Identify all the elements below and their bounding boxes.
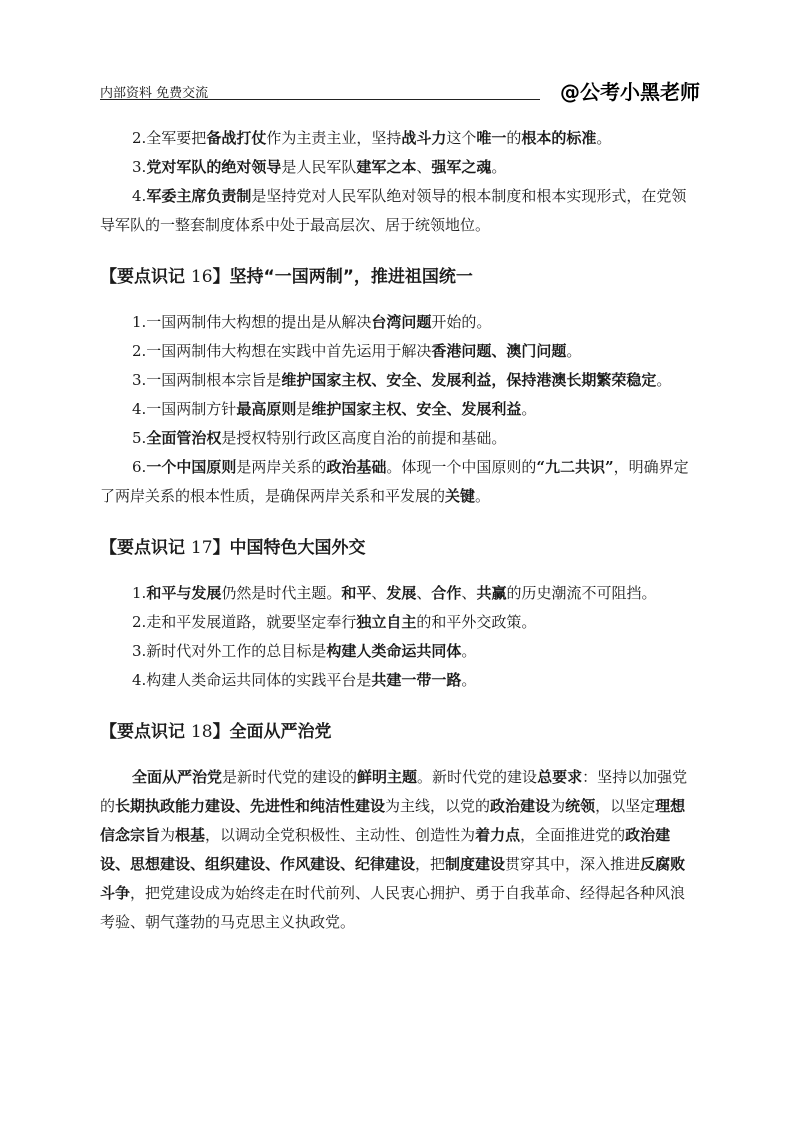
bold-text: 备战打仗	[206, 129, 267, 147]
text: 的	[506, 129, 522, 147]
bold-text: 强军之魂	[431, 158, 492, 176]
text: ，明确界定了两岸关系的根本性质，是确保两岸关系和平发展的	[100, 458, 689, 505]
text: 、	[461, 584, 477, 602]
bold-text: 合作	[431, 584, 462, 602]
text: ，全面推进党的	[520, 826, 626, 844]
bold-text: 党对军队的绝对领导	[146, 158, 282, 176]
text: ，以坚定	[595, 797, 656, 815]
text: 是授权特别行政区高度自治的前提和基础。	[221, 429, 507, 447]
heading-prefix: 【要点识记	[100, 538, 191, 558]
bold-text: 发展	[386, 584, 417, 602]
header-watermark-text: @公考小黑老师	[560, 80, 700, 104]
text: ，以调动全党积极性、主动性、创造性为	[205, 826, 476, 844]
text: 。	[491, 158, 507, 176]
text: ，把	[415, 855, 446, 873]
text: 。	[521, 400, 537, 418]
text: 为主线，以党的	[385, 797, 491, 815]
heading-number: 18	[190, 722, 213, 742]
text: ：坚持以加强党的	[100, 768, 688, 815]
text: 的和平外交政策。	[416, 613, 537, 631]
text: 这个	[446, 129, 477, 147]
text: 4.一国两制方针	[132, 400, 237, 418]
bold-text: 政治建设	[490, 797, 551, 815]
heading-number: 17	[190, 538, 213, 558]
bold-text: 全面从严治党	[132, 768, 223, 786]
text: 、	[416, 584, 432, 602]
text: 是新时代党的建设的	[222, 768, 358, 786]
text: ，把党建设成为始终走在时代前列、人民衷心拥护、勇于自我革命、经得起各种风浪考验、朝气蓬勃的马克思主义执政党。	[100, 884, 686, 931]
heading-number: 16	[190, 267, 213, 287]
bold-text: 共建一带一路	[371, 671, 462, 689]
paragraph	[100, 182, 700, 240]
bold-text: 共赢	[476, 584, 507, 602]
bold-text: 鲜明主题	[357, 768, 418, 786]
header-rule	[100, 99, 540, 100]
paragraph	[100, 666, 700, 695]
paragraph	[100, 637, 700, 666]
text: 4.构建人类命运共同体的实践平台是	[132, 671, 372, 689]
text: 、	[371, 584, 387, 602]
text: 2.一国两制伟大构想在实践中首先运用于解决	[132, 342, 432, 360]
bold-text: 和平	[341, 584, 372, 602]
paragraph	[100, 124, 700, 153]
text: 是坚持党对人民军队绝对领导的根本制度和根本实现形式，在党领导军队的一整套制度体系中处于最高层次、居于统领地位。	[100, 187, 687, 234]
bold-text: 战斗力	[401, 129, 447, 147]
bold-text: 根基	[175, 826, 206, 844]
text: 。	[475, 487, 491, 505]
paragraph	[100, 763, 700, 937]
bold-text: 根本的标准	[521, 129, 597, 147]
bold-text: 统领	[565, 797, 596, 815]
bold-text: 维护国家主权、安全、发展利益	[311, 400, 522, 418]
bold-text: 制度建设	[445, 855, 506, 873]
text: 开始的。	[431, 313, 492, 331]
text: 3.新时代对外工作的总目标是	[132, 642, 327, 660]
page-header	[100, 76, 700, 102]
bold-text: 台湾问题	[371, 313, 432, 331]
paragraph	[100, 424, 700, 453]
text: 的历史潮流不可阻挡。	[506, 584, 657, 602]
bold-text: 唯一	[476, 129, 507, 147]
bold-text: 构建人类命运共同体	[326, 642, 462, 660]
text: 2.走和平发展道路，就要坚定奉行	[132, 613, 357, 631]
paragraph	[100, 453, 700, 511]
text: 是人民军队	[281, 158, 357, 176]
bold-text: 总要求	[537, 768, 583, 786]
paragraph	[100, 608, 700, 637]
paragraph	[100, 395, 700, 424]
text: 。	[596, 129, 612, 147]
bold-text: 关键	[445, 487, 476, 505]
bold-text: 最高原则	[236, 400, 297, 418]
text: 为	[160, 826, 176, 844]
bold-text: 反腐败斗争	[100, 855, 686, 902]
bold-text: 香港问题、澳门问题	[431, 342, 567, 360]
text: 。新时代党的建设	[417, 768, 538, 786]
heading-prefix: 【要点识记	[100, 722, 191, 742]
bold-text: 独立自主	[356, 613, 417, 631]
bold-text: 政治基础	[326, 458, 387, 476]
bold-text: 政治建设、思想建设、组织建设、作风建设、纪律建设	[100, 826, 671, 873]
heading-title: 】坚持“一国两制”，推进祖国统一	[212, 267, 473, 287]
bold-text: 全面管治权	[146, 429, 222, 447]
heading-title: 】全面从严治党	[212, 722, 332, 742]
document-body	[100, 124, 700, 937]
bold-text: 军委主席负责制	[146, 187, 252, 205]
text: 、	[416, 158, 432, 176]
heading-title: 】中国特色大国外交	[212, 538, 366, 558]
paragraph	[100, 579, 700, 608]
paragraph	[100, 308, 700, 337]
text: 4.	[132, 187, 147, 205]
text: 。	[566, 342, 582, 360]
text: 。体现一个中国原则的	[386, 458, 537, 476]
text: 作为主责主业，坚持	[266, 129, 402, 147]
text: 2.全军要把	[132, 129, 207, 147]
text: 是两岸关系的	[236, 458, 327, 476]
text: 1.	[132, 584, 147, 602]
text: 贯穿其中，深入推进	[505, 855, 641, 873]
bold-text: “九二共识”	[536, 458, 614, 476]
text: 仍然是时代主题。	[221, 584, 342, 602]
paragraph	[100, 337, 700, 366]
text: 1.一国两制伟大构想的提出是从解决	[132, 313, 372, 331]
text: 。	[461, 671, 477, 689]
text: 3.	[132, 158, 147, 176]
section-heading	[100, 535, 700, 561]
paragraph	[100, 366, 700, 395]
text: 为	[550, 797, 566, 815]
text: 。	[461, 642, 477, 660]
text: 3.一国两制根本宗旨是	[132, 371, 282, 389]
heading-prefix: 【要点识记	[100, 267, 191, 287]
text: 是	[296, 400, 312, 418]
bold-text: 一个中国原则	[146, 458, 237, 476]
bold-text: 理想信念宗旨	[100, 797, 686, 844]
section-heading	[100, 264, 700, 290]
section-heading	[100, 719, 700, 745]
header-left-text: 内部资料 免费交流	[100, 86, 209, 101]
bold-text: 着力点	[475, 826, 521, 844]
bold-text: 建军之本	[356, 158, 417, 176]
text: 6.	[132, 458, 147, 476]
bold-text: 维护国家主权、安全、发展利益，保持港澳长期繁荣稳定	[281, 371, 657, 389]
text: 。	[656, 371, 672, 389]
bold-text: 和平与发展	[146, 584, 222, 602]
paragraph	[100, 153, 700, 182]
text: 5.	[132, 429, 147, 447]
bold-text: 长期执政能力建设、先进性和纯洁性建设	[115, 797, 386, 815]
